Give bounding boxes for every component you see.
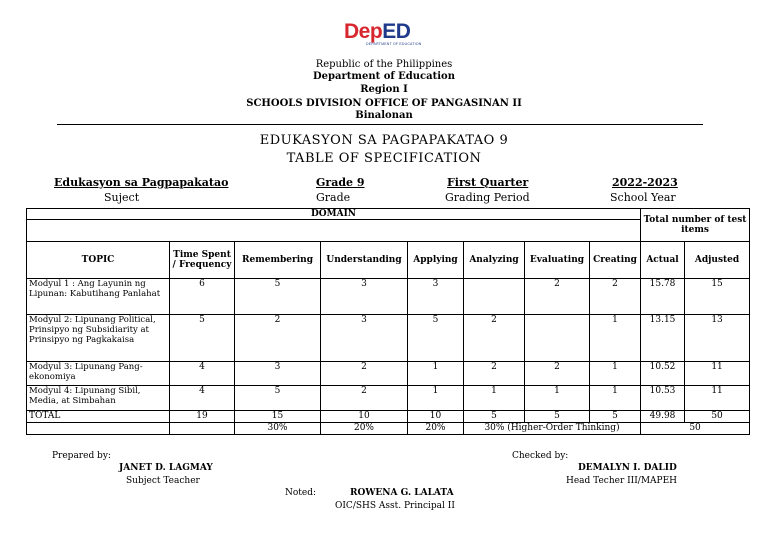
domain-spacer (27, 220, 641, 242)
header-adjusted: Adjusted (685, 242, 750, 279)
table-row (27, 279, 750, 315)
total-applying: 10 (408, 411, 464, 423)
total-time: 19 (170, 411, 235, 423)
row-understanding: 2 (321, 386, 408, 411)
row-remembering: 3 (235, 362, 321, 386)
row-evaluating: 2 (525, 362, 590, 386)
header-republic: Republic of the Philippines (315, 59, 453, 70)
row-time: 6 (170, 279, 235, 315)
header-applying: Applying (408, 242, 464, 279)
info-year-label: School Year (610, 191, 676, 204)
specification-table (26, 208, 750, 435)
header-town: Binalonan (355, 110, 413, 121)
row-understanding: 3 (321, 315, 408, 362)
header-divider (57, 124, 703, 125)
row-remembering: 2 (235, 315, 321, 362)
row-understanding: 3 (321, 279, 408, 315)
info-subject-label: Suject (104, 191, 140, 204)
percent-blank (27, 423, 170, 435)
row-understanding: 2 (321, 362, 408, 386)
percent-remembering: 30% (235, 423, 321, 435)
noted-name: ROWENA G. LALATA (350, 488, 454, 498)
row-topic: Modyul 1 : Ang Layunin ng Lipunan: Kabutihang Panlahat (27, 279, 170, 315)
header-actual: Actual (641, 242, 685, 279)
logo-text-dep: Dep (344, 20, 383, 43)
row-actual: 15.78 (641, 279, 685, 315)
header-region: Region I (360, 84, 408, 95)
row-creating: 2 (590, 279, 641, 315)
row-applying: 1 (408, 362, 464, 386)
prepared-role: Subject Teacher (126, 476, 200, 486)
row-time: 4 (170, 362, 235, 386)
row-evaluating (525, 315, 590, 362)
row-creating: 1 (590, 386, 641, 411)
header-creating: Creating (590, 242, 641, 279)
document-title: TABLE OF SPECIFICATION (286, 151, 482, 166)
row-applying: 5 (408, 315, 464, 362)
header-topic: TOPIC (27, 242, 170, 279)
header-understanding: Understanding (321, 242, 408, 279)
deped-logo (344, 22, 424, 48)
logo-text-ed: ED (382, 20, 411, 43)
logo-subtext: DEPARTMENT OF EDUCATION (366, 42, 422, 46)
row-analyzing: 1 (464, 386, 525, 411)
percent-blank (170, 423, 235, 435)
total-actual: 49.98 (641, 411, 685, 423)
header-evaluating: Evaluating (525, 242, 590, 279)
row-adjusted: 13 (685, 315, 750, 362)
subject-title: EDUKASYON SA PAGPAPAKATAO 9 (259, 133, 509, 148)
header-department: Department of Education (313, 71, 455, 82)
row-analyzing: 2 (464, 362, 525, 386)
info-period-label: Grading Period (445, 191, 530, 204)
row-adjusted: 11 (685, 386, 750, 411)
row-analyzing (464, 279, 525, 315)
checked-role: Head Techer III/MAPEH (566, 476, 678, 486)
domain-header: DOMAIN (27, 209, 641, 220)
row-topic: Modyul 2: Lipunang Political, Prinsipyo ng Subsidiarity at Prinsipyo ng Pagkakaisa (27, 315, 170, 362)
info-period-value: First Quarter (447, 176, 529, 189)
info-subject-value: Edukasyon sa Pagpapakatao (54, 176, 229, 189)
noted-role: OIC/SHS Asst. Principal II (335, 501, 455, 511)
noted-label: Noted: (285, 488, 317, 498)
percent-row (27, 423, 750, 435)
percent-understanding: 20% (321, 423, 408, 435)
checked-name: DEMALYN I. DALID (578, 463, 677, 473)
percent-total: 50 (641, 423, 750, 435)
total-evaluating: 5 (525, 411, 590, 423)
total-understanding: 10 (321, 411, 408, 423)
row-applying: 1 (408, 386, 464, 411)
total-analyzing: 5 (464, 411, 525, 423)
row-time: 4 (170, 386, 235, 411)
header-division: SCHOOLS DIVISION OFFICE OF PANGASINAN II (246, 98, 522, 109)
table-row (27, 386, 750, 411)
row-remembering: 5 (235, 279, 321, 315)
header-analyzing: Analyzing (464, 242, 525, 279)
row-evaluating: 1 (525, 386, 590, 411)
info-grade-value: Grade 9 (316, 176, 365, 189)
prepared-name: JANET D. LAGMAY (119, 463, 213, 473)
total-remembering: 15 (235, 411, 321, 423)
row-creating: 1 (590, 362, 641, 386)
table-row (27, 362, 750, 386)
prepared-label: Prepared by: (52, 451, 111, 461)
total-items-header: Total number of test items (641, 209, 750, 242)
info-year-value: 2022-2023 (612, 176, 678, 189)
row-creating: 1 (590, 315, 641, 362)
total-row (27, 411, 750, 423)
row-evaluating: 2 (525, 279, 590, 315)
header-time: Time Spent / Frequency (170, 242, 235, 279)
row-remembering: 5 (235, 386, 321, 411)
row-actual: 10.52 (641, 362, 685, 386)
total-adjusted: 50 (685, 411, 750, 423)
row-adjusted: 15 (685, 279, 750, 315)
info-grade-label: Grade (316, 191, 351, 204)
total-creating: 5 (590, 411, 641, 423)
row-analyzing: 2 (464, 315, 525, 362)
row-actual: 13.15 (641, 315, 685, 362)
checked-label: Checked by: (512, 451, 569, 461)
percent-higher-order: 30% (Higher-Order Thinking) (464, 423, 641, 435)
row-topic: Modyul 3: Lipunang Pang-ekonomiya (27, 362, 170, 386)
row-time: 5 (170, 315, 235, 362)
row-applying: 3 (408, 279, 464, 315)
percent-applying: 20% (408, 423, 464, 435)
table-row (27, 315, 750, 362)
row-adjusted: 11 (685, 362, 750, 386)
row-actual: 10.53 (641, 386, 685, 411)
row-topic: Modyul 4: Lipunang Sibil, Media, at Simbahan (27, 386, 170, 411)
total-label: TOTAL (27, 411, 170, 423)
header-remembering: Remembering (235, 242, 321, 279)
